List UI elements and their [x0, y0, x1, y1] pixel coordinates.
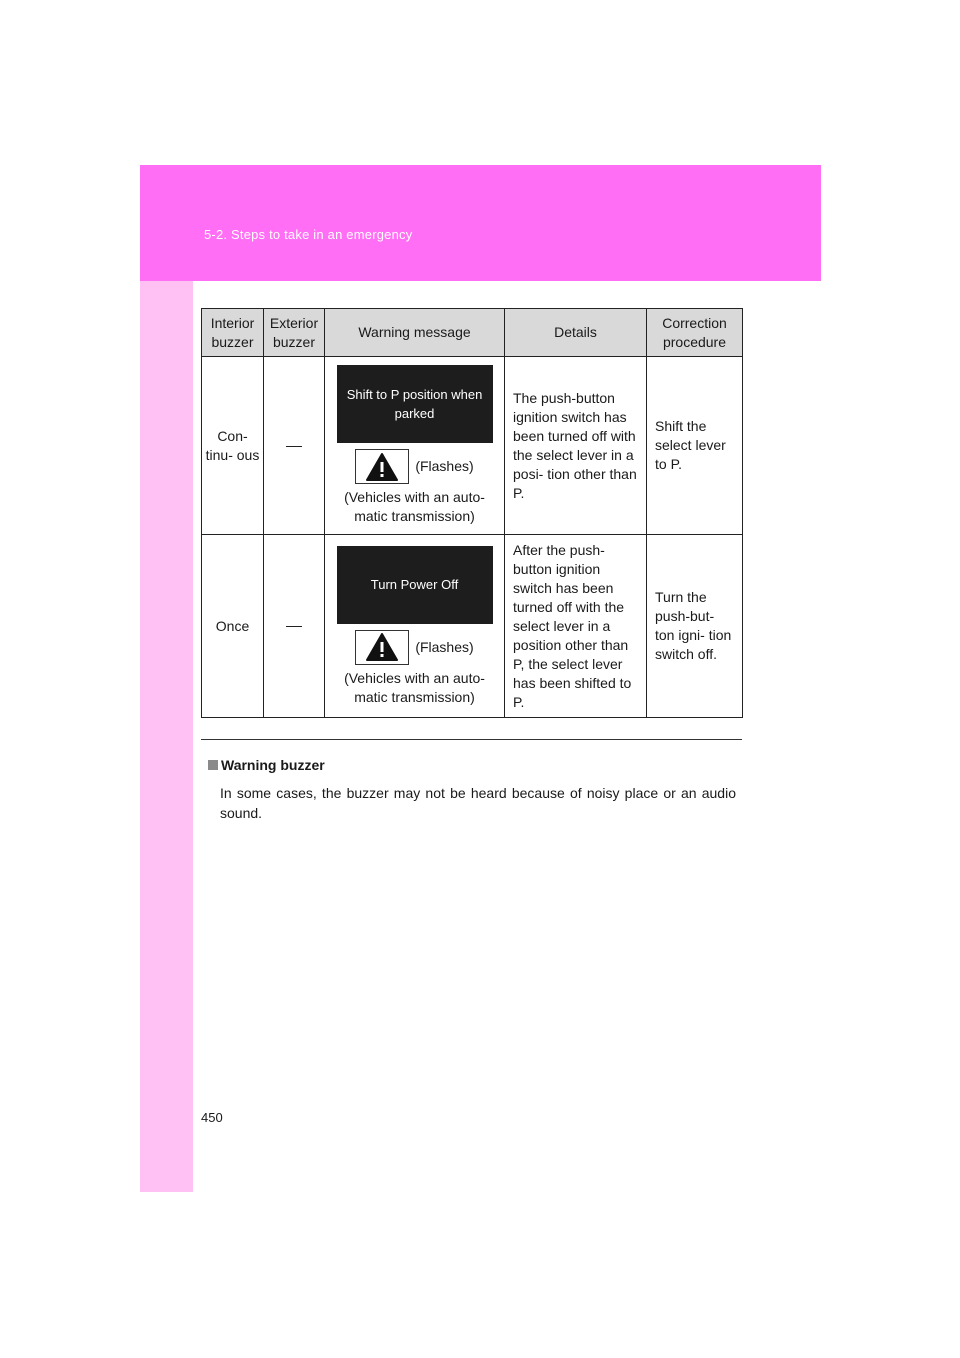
warning-triangle-icon — [355, 630, 409, 665]
warning-triangle-icon — [355, 449, 409, 484]
side-band — [140, 165, 193, 1192]
correction-cell: Turn the push-but- ton igni- tion switch off. — [647, 535, 743, 718]
flashes-label: (Flashes) — [415, 638, 474, 655]
table-row — [202, 535, 743, 718]
details-cell: After the push- button ignition switch has been turned off with the select lever in a position other than P, the select lever has been shifted to P. — [505, 535, 647, 718]
section-title: 5-2. Steps to take in an emergency — [204, 227, 413, 242]
header-warning-message: Warning message — [325, 309, 505, 357]
header-details: Details — [505, 309, 647, 357]
dash-mark — [286, 446, 302, 447]
note-title: Warning buzzer — [208, 757, 325, 773]
message-caption: (Vehicles with an auto- matic transmission) — [344, 669, 485, 705]
bullet-square-icon — [208, 760, 218, 770]
table-row — [202, 357, 743, 535]
section-divider — [201, 739, 742, 740]
exterior-buzzer-cell — [264, 535, 325, 718]
page-number: 450 — [201, 1110, 223, 1125]
message-display: Turn Power Off — [337, 546, 493, 624]
warning-table — [201, 308, 743, 718]
details-cell: The push-button ignition switch has been turned off with the select lever in a posi- tion other than P. — [505, 357, 647, 535]
correction-cell: Shift the select lever to P. — [647, 357, 743, 535]
interior-buzzer-cell: Once — [202, 535, 264, 718]
message-display: Shift to P position when parked — [337, 365, 493, 443]
dash-mark — [286, 626, 302, 627]
table-header-row — [202, 309, 743, 357]
message-caption: (Vehicles with an auto- matic transmission) — [344, 489, 485, 524]
note-body: In some cases, the buzzer may not be heard because of noisy place or an audio sound. — [220, 785, 736, 821]
flashes-label: (Flashes) — [415, 458, 474, 474]
warning-message-cell — [325, 357, 505, 535]
warning-message-cell — [325, 535, 505, 718]
header-exterior-buzzer: Exterior buzzer — [264, 309, 325, 357]
header-correction-procedure: Correction procedure — [647, 309, 743, 357]
header-interior-buzzer: Interior buzzer — [202, 309, 264, 357]
interior-buzzer-cell: Con- tinu- ous — [202, 357, 264, 535]
header-band — [140, 165, 821, 281]
exterior-buzzer-cell — [264, 357, 325, 535]
